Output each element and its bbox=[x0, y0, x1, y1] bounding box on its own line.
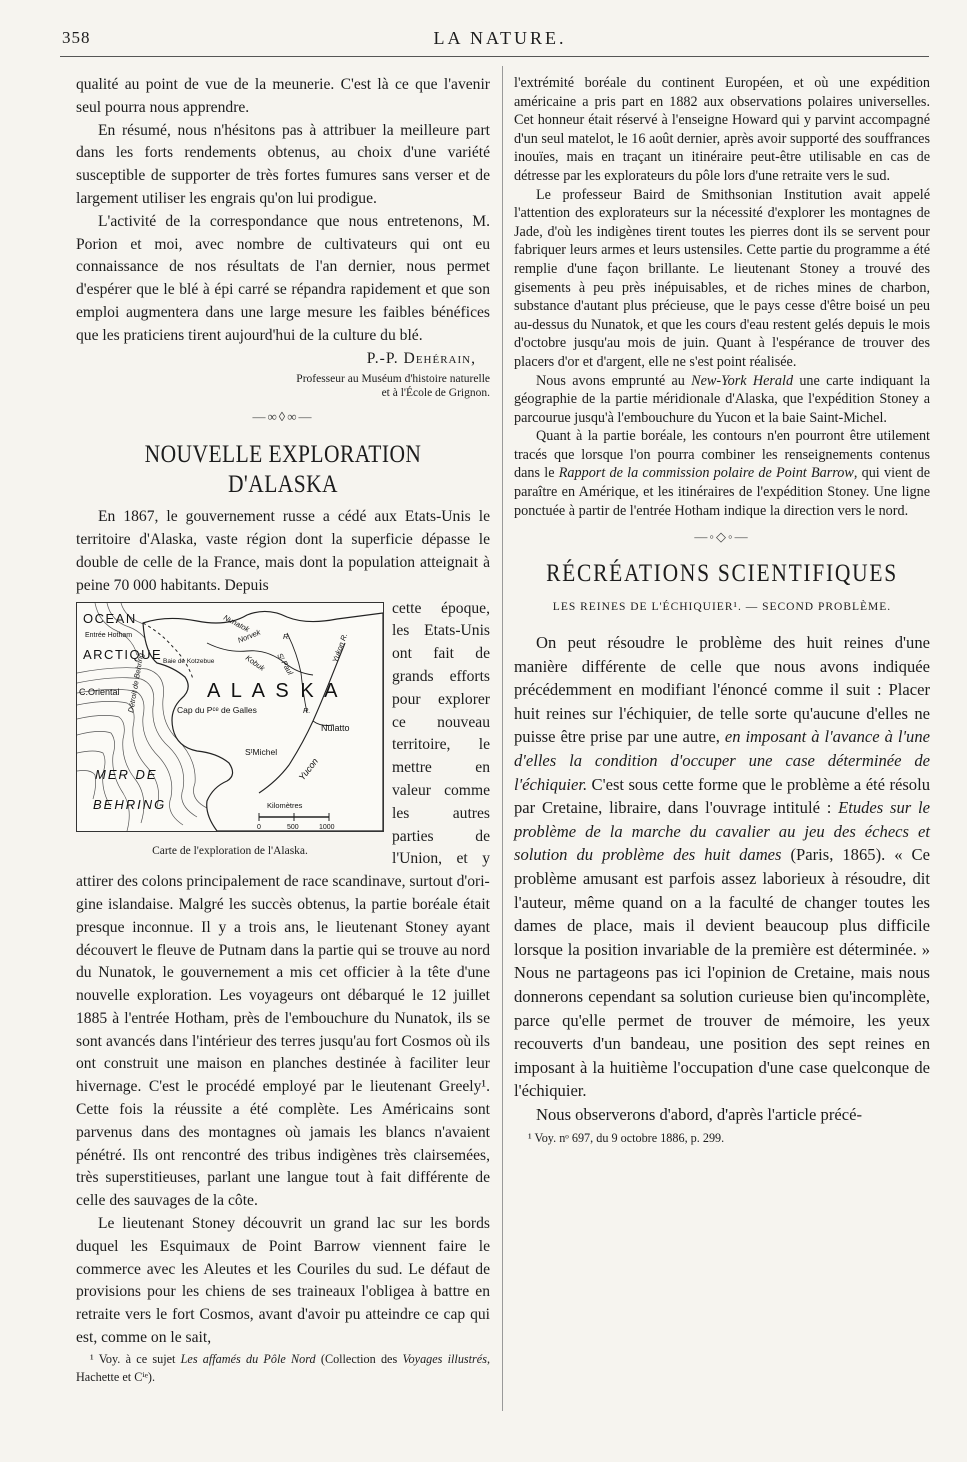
map-scale-1000: 1000 bbox=[319, 823, 335, 831]
map-label-entree-hotham: Entrée Hotham bbox=[85, 631, 133, 639]
paragraph-new-york-herald: Nous avons emprunté au New-York Herald une carte indiquant la géographie de la partie méridionale d'Alaska, que l'expédition Stoney a parcourue jusqu'à l'embouchure du Yucon et la baie Saint-Michel. bbox=[514, 372, 931, 426]
paragraph-stoney-lac: Le lieutenant Stoney découvrit un grand lac sur les bords duquel les Esquimaux de Point Barrow viennent faire le commerce avec les Aleutes et les Couriles du sud. Le défaut de provisions pour les chiens de ses traineaux l'obligea à battre en retraite vers le fort Cosmos, avant d'avoir pu atteindre ce cap qui est, comme on le sait, bbox=[76, 1215, 490, 1347]
map-label-baie-kotzebue: Baie de Kotzebue bbox=[163, 657, 215, 665]
footnote-right: ¹ Voy. nᵒ 697, du 9 octobre 1886, p. 299. bbox=[528, 1130, 725, 1145]
running-head: LA NATURE. bbox=[433, 28, 567, 48]
map-label-st-paul: Sᵗ Paul bbox=[275, 651, 295, 676]
map-label-st-michel: SᵗMichel bbox=[245, 746, 278, 757]
paragraph-correspondance: L'activité de la correspondance que nous entretenons, M. Porion et moi, avec nombre de cultivateurs qui ont eu connaissance de nos résultats de l'an dernier, nous permet d'espérer que le blé à épi carré se répandra rapidement et que son emploi augmentera dans une large mesure les faibles bénéfices que les praticiens tirent aujourd'hui de la culture du blé. bbox=[76, 212, 490, 344]
paragraph-nous-observerons: Nous observerons d'abord, d'après l'article précé- bbox=[536, 1104, 862, 1124]
paragraph-intro-alaska: En 1867, le gouvernement russe a cédé aux Etats-Unis le territoire d'Alaska, vaste région dont la superficie dépasse le double de celle de la France, mais dont la population atteignait à peine 70 000 habitants. Depuis bbox=[76, 508, 490, 594]
author-signature: P.-P. Dehérain, bbox=[366, 349, 476, 367]
map-label-yukon-r: Yukon R. bbox=[330, 631, 350, 664]
map-label-nulatto: Nulatto bbox=[321, 722, 350, 733]
ornament-divider: —∞◊∞— bbox=[252, 409, 314, 425]
paragraph-extremite: l'extrémité boréale du continent Européen, et où une expédition américaine a pris part en 1882 aux observations polaires universelles. Cet honneur était réservé à l'enseigne Howard qui y parvint accompagné d'un seul matelot, le 16 août dernier, après avoir supporté des souffrances inouïes, mais en traçant un itinéraire peut-être utilisable en cas de détresse par les explorateurs du pôle lors d'une retraite vers le sud. bbox=[514, 75, 930, 184]
map-label-kilometres: Kilomètres bbox=[267, 800, 303, 810]
page-number: 358 bbox=[62, 28, 91, 47]
map-label-r1: R. bbox=[303, 705, 311, 715]
left-column bbox=[76, 74, 490, 1386]
alaska-map bbox=[76, 602, 384, 832]
paragraph-wrap-map: cette époque, les Etats-Unis ont fait de grands efforts pour explorer ce nouveau territoire, le mettre en valeur comme les autres parties de l'Union, et y attirer des colons principalement de race scandinave, surtout d'ori- bbox=[76, 599, 490, 891]
map-label-cap-galles: Cap du Pᶜᵉ de Galles bbox=[177, 704, 257, 715]
section-title-recreations: RÉCRÉATIONS SCIENTIFIQUES bbox=[546, 560, 898, 588]
paragraph-baird: Le professeur Baird de Smithsonian Institution avait appelé l'attention des explorateurs sur la nécessité d'explorer les montagnes de Jade, d'où les indigènes tirent toutes les pierres dont ils se servent pour fabriquer leurs armes et leurs ustensiles. Cette partie du programme a été remplie d'une façon brillante. Le lieutenant Stoney a trouvé des gisements à peu près inépuisables, et de riches mines de charbon, substance d'autant plus précieuse, que le pays cesse d'être boisé un peu au-dessus du Nunatok, et que les cours d'eau restent gelés depuis le mois d'octobre jusqu'au mois de juin. Quant à l'espérance de trouver des placers d'or et d'argent, elle ne s'est point réalisée. bbox=[514, 186, 930, 370]
map-label-behring: BEHRING bbox=[93, 796, 167, 812]
map-label-detroit: Détroit de Behring bbox=[126, 651, 146, 713]
map-label-yucon: Yucon bbox=[296, 755, 321, 782]
affiliation-line-2: et à l'École de Grignon. bbox=[381, 387, 490, 400]
right-bottom-text bbox=[514, 631, 930, 1126]
alaska-map-drawing bbox=[77, 603, 383, 831]
section-title-alaska: NOUVELLE EXPLORATION D'ALASKA bbox=[144, 441, 422, 499]
right-top-text bbox=[514, 74, 930, 520]
column-divider bbox=[502, 66, 503, 1411]
map-caption: Carte de l'exploration de l'Alaska. bbox=[152, 844, 308, 857]
paragraph-partie-boreale: Quant à la partie boréale, les contours n'en pourront être utilement tracés que lorsque l'on pourra combiner les renseignements contenus dans le Rapport de la commission polaire de Point Barrow, qui vient de paraître en Amérique, et les itinéraires de l'expédition Stoney. Une ligne ponctuée à partir de l'entrée Hotham indique la direction vers le nord. bbox=[514, 428, 931, 519]
map-label-oriental: C.Oriental bbox=[79, 686, 120, 697]
signature-line bbox=[76, 348, 490, 371]
header-rule bbox=[60, 56, 929, 57]
paragraph-exploration: gine islandaise. Malgré les succès obtenus, la partie boréale était presque inconnue. Il y a trois ans, le lieutenant Stoney ayant découvert le fleuve de Putnam dans la partie qui se trouve au nord du Nunatok, le gouvernement a mis cet officier à la tête d'une nouvelle exploration. Les voyageurs ont débarqué le 12 juillet 1885 à l'entrée Hotham, près de l'embouchure du Nunatok, ils se sont avancés dans l'intérieur des terres jusqu'au fort Cosmos où ils ont construit une maison en planches destinée à faciliter leur hivernage. C'est le procédé employé par le lieutenant Greely¹. Cette fois la réussite a été complète. Les Américains sont parvenus dans des montagnes où jamais les blancs n'avaient pénétré. Ils ont rencontré des tribus indigènes très clairsemées, très superstitieuses, parlant une langue tout à fait différente de celle des sauvages de la côte. bbox=[76, 895, 490, 1210]
right-column bbox=[514, 74, 930, 1149]
map-label-norvek: Norvek bbox=[236, 627, 262, 645]
map-label-nunatok: Nunatok bbox=[222, 612, 251, 634]
map-scale-0: 0 bbox=[257, 823, 261, 831]
map-label-ocean: OCEAN bbox=[83, 610, 137, 626]
ornament-divider-right: —◦◇◦— bbox=[694, 529, 750, 545]
affiliation-line-1: Professeur au Muséum d'histoire naturelle bbox=[296, 373, 490, 386]
paragraph-resume: En résumé, nous n'hésitons pas à attribuer la meilleure part dans les forts rendements obtenus, au choix d'une variété susceptible de supporter de très fortes fumures sans verser et de largement utiliser les engrais qu'on lui prodigue. bbox=[76, 121, 490, 207]
map-label-arctique: ARCTIQUE bbox=[83, 646, 163, 662]
author-affiliation bbox=[76, 372, 490, 400]
map-label-kobuk: Kobuk bbox=[243, 652, 267, 673]
map-scale-500: 500 bbox=[287, 823, 299, 831]
map-label-mer-de: MER DE bbox=[95, 766, 158, 782]
map-label-alaska: A L A S K A bbox=[207, 679, 341, 702]
section-subtitle: LES REINES DE L'ÉCHIQUIER¹. — SECOND PROBLÈME. bbox=[552, 601, 892, 614]
paragraph-huit-reines: On peut résoudre le problème des huit reines d'une manière différente de celle que nous avons indiquée précédemment en modifiant l'énoncé comme il suit : Placer huit reines sur l'échiquier, de telle sorte qu'aucune d'elles ne puisse être prise par une autre, en imposant à l'avance à l'une d'elles la condition d'occuper une case déterminée de l'échiquier. C'est sous cette forme que le problème a été résolu par Cretaine, libraire, dans l'ouvrage intitulé : Etudes sur le problème de la marche du cavalier au jeu des échecs et solution du problème des huit dames (Paris, 1865). « Ce problème amusant est parfois assez laborieux à résoudre, dit l'auteur, même quand on a la faculté de changer toutes les dames de place, mais il devient beaucoup plus difficile lorsque la position invariable de la première est déterminée. » Nous ne partageons pas ici l'opinion de Cretaine, mais nous donnerons cependant sa solution curieuse bien qu'incomplète, parce qu'elle permet de trouver de mémoire, les yeux recouverts d'un bandeau, une position des sept reines en imposant à la huitième l'occupation d'une case quelconque de l'échiquier. bbox=[514, 633, 930, 1101]
paragraph-meunerie: qualité au point de vue de la meunerie. C'est là ce que l'avenir seul pourra nous apprendre. bbox=[76, 76, 490, 116]
map-label-r2: R. bbox=[283, 631, 291, 641]
footnote-left: ¹ Voy. à ce sujet Les affamés du Pôle Nord (Collection des Voyages illustrés, Hachette et Cⁱᵉ). bbox=[76, 1351, 490, 1384]
map-figure bbox=[76, 602, 384, 863]
